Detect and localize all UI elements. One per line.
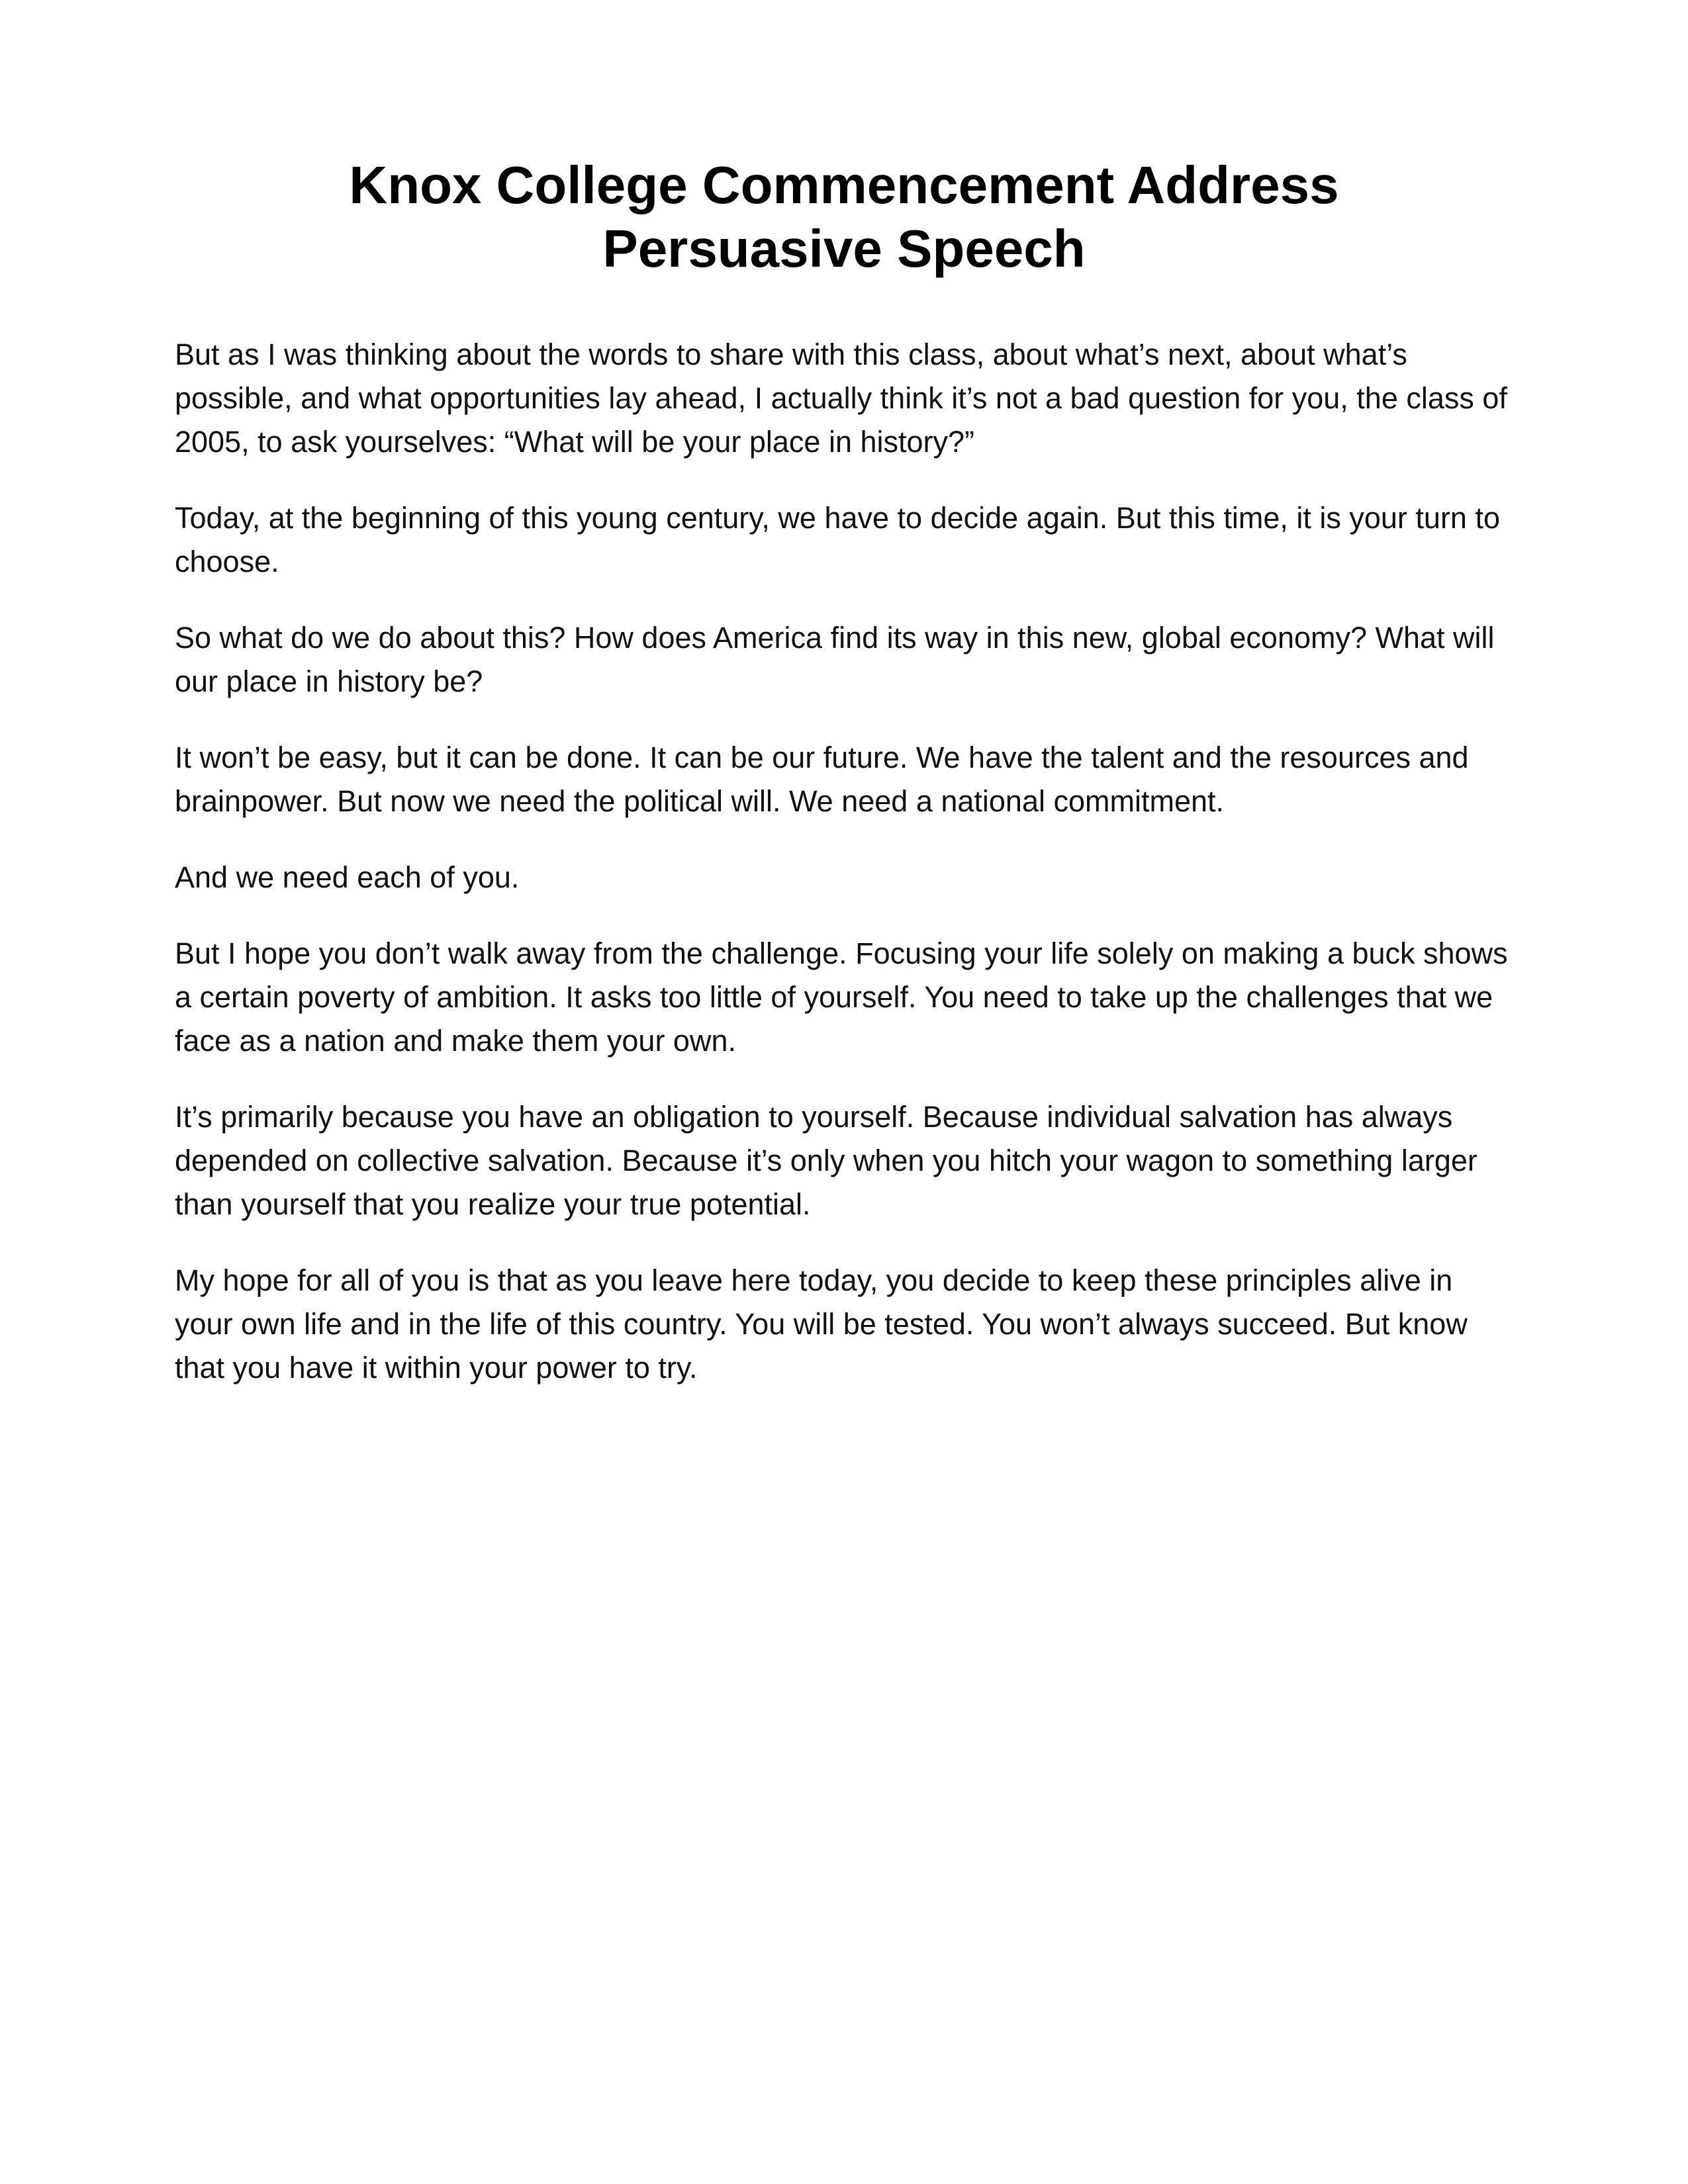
paragraph: Today, at the beginning of this young century, we have to decide again. But this time, it is your turn to choose. — [175, 501, 1500, 578]
document-body — [175, 333, 1513, 1422]
paragraph: But as I was thinking about the words to share with this class, about what’s next, about what’s possible, and what opportunities lay ahead, I actually think it’s not a bad question for you, the class of 2005, to ask yourselves: “What will be your place in history?” — [175, 338, 1507, 459]
paragraph: And we need each of you. — [175, 860, 520, 894]
paragraph: It won’t be easy, but it can be done. It can be our future. We have the talent and the resources and brainpower. But now we need the political will. We need a national commitment. — [175, 741, 1469, 818]
paragraph: So what do we do about this? How does America find its way in this new, global economy? What will our place in history be? — [175, 621, 1495, 698]
paragraph: It’s primarily because you have an obligation to yourself. Because individual salvation has always depended on collective salvation. Because it’s only when you hitch your wagon to something larger than yourself that you realize your true potential. — [175, 1100, 1477, 1221]
paragraph: My hope for all of you is that as you leave here today, you decide to keep these principles alive in your own life and in the life of this country. You will be tested. You won’t always succeed. But know that you have it within your power to try. — [175, 1263, 1468, 1385]
paragraph: But I hope you don’t walk away from the challenge. Focusing your life solely on making a buck shows a certain poverty of ambition. It asks too little of yourself. You need to take up the challenges that we face as a nation and make them your own. — [175, 936, 1508, 1058]
document-title: Knox College Commencement Address Persuasive Speech — [349, 156, 1339, 278]
